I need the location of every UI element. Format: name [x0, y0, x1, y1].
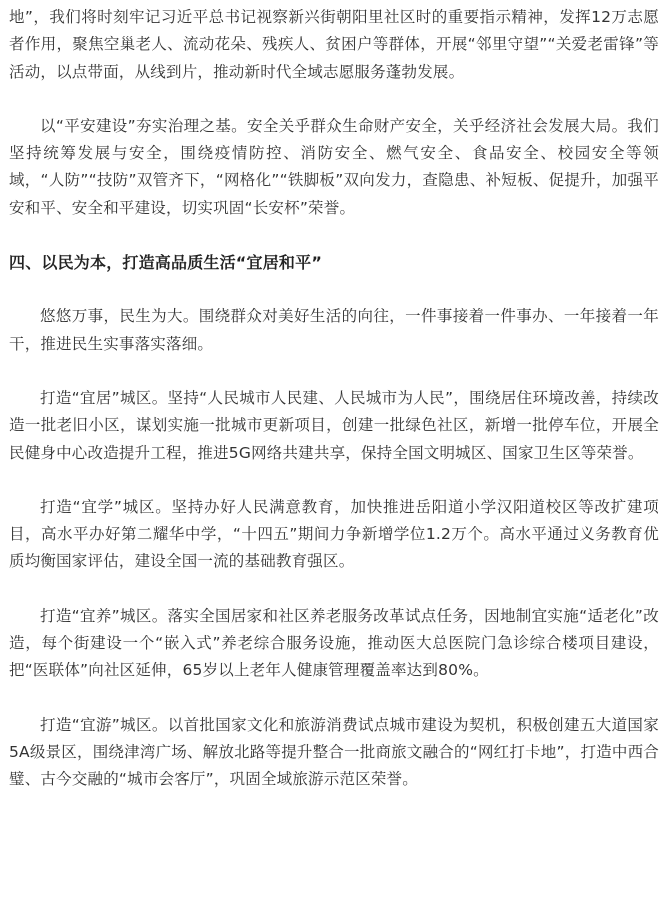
paragraph-spacer — [9, 467, 659, 494]
article-body — [9, 4, 659, 794]
paragraph-spacer — [9, 576, 659, 603]
paragraph-spacer — [9, 685, 659, 712]
paragraph-spacer — [9, 86, 659, 113]
paragraph-livable-district: 打造“宜居”城区。坚持“人民城市人民建、人民城市为人民”，围绕居住环境改善，持续改造一批老旧小区，谋划实施一批城市更新项目，创建一批绿色社区，新增一批停车位，开展全民健身中心改造提升工程，推进5G网络共建共享，保持全国文明城区、国家卫生区等荣誉。 — [9, 388, 659, 462]
paragraph-safety-construction: 以“平安建设”夯实治理之基。安全关乎群众生命财产安全，关乎经济社会发展大局。我们坚持统筹发展与安全，围绕疫情防控、消防安全、燃气安全、食品安全、校园安全等领域，“人防”“技防”双管齐下，“网格化”“铁脚板”双向发力，查隐患、补短板、促提升，加强平安和平、安全和平建设，切实巩固“长安杯”荣誉。 — [9, 116, 659, 217]
paragraph-tourism-district: 打造“宜游”城区。以首批国家文化和旅游消费试点城市建设为契机，积极创建五大道国家5A级景区，围绕津湾广场、解放北路等提升整合一批商旅文融合的“网红打卡地”，打造中西合璧、古今交融的“城市会客厅”，巩固全域旅游示范区荣誉。 — [9, 715, 659, 789]
paragraph-spacer — [9, 222, 659, 249]
paragraph-livelihood-intro: 悠悠万事，民生为大。围绕群众对美好生活的向往，一件事接着一件事办、一年接着一年干，推进民生实事落实落细。 — [9, 307, 659, 353]
paragraph-education-district: 打造“宜学”城区。坚持办好人民满意教育，加快推进岳阳道小学汉阳道校区等改扩建项目，高水平办好第二耀华中学，“十四五”期间力争新增学位1.2万个。高水平通过义务教育优质均衡国家评估，建设全国一流的基础教育强区。 — [9, 497, 659, 571]
paragraph-volunteer-service: 地”，我们将时刻牢记习近平总书记视察新兴街朝阳里社区时的重要指示精神，发挥12万志愿者作用，聚焦空巢老人、流动花朵、残疾人、贫困户等群体，开展“邻里守望”“关爱老雷锋”等活动，以点带面，从线到片，推动新时代全域志愿服务蓬勃发展。 — [9, 8, 659, 81]
paragraph-elderly-care-district: 打造“宜养”城区。落实全国居家和社区养老服务改革试点任务，因地制宜实施“适老化”改造，每个街建设一个“嵌入式”养老综合服务设施，推动医大总医院门急诊综合楼项目建设，把“医联体”向社区延伸，65岁以上老年人健康管理覆盖率达到80%。 — [9, 606, 659, 680]
paragraph-spacer — [9, 276, 659, 303]
section-heading: 四、以民为本，打造高品质生活“宜居和平” — [9, 253, 323, 273]
paragraph-spacer — [9, 358, 659, 385]
